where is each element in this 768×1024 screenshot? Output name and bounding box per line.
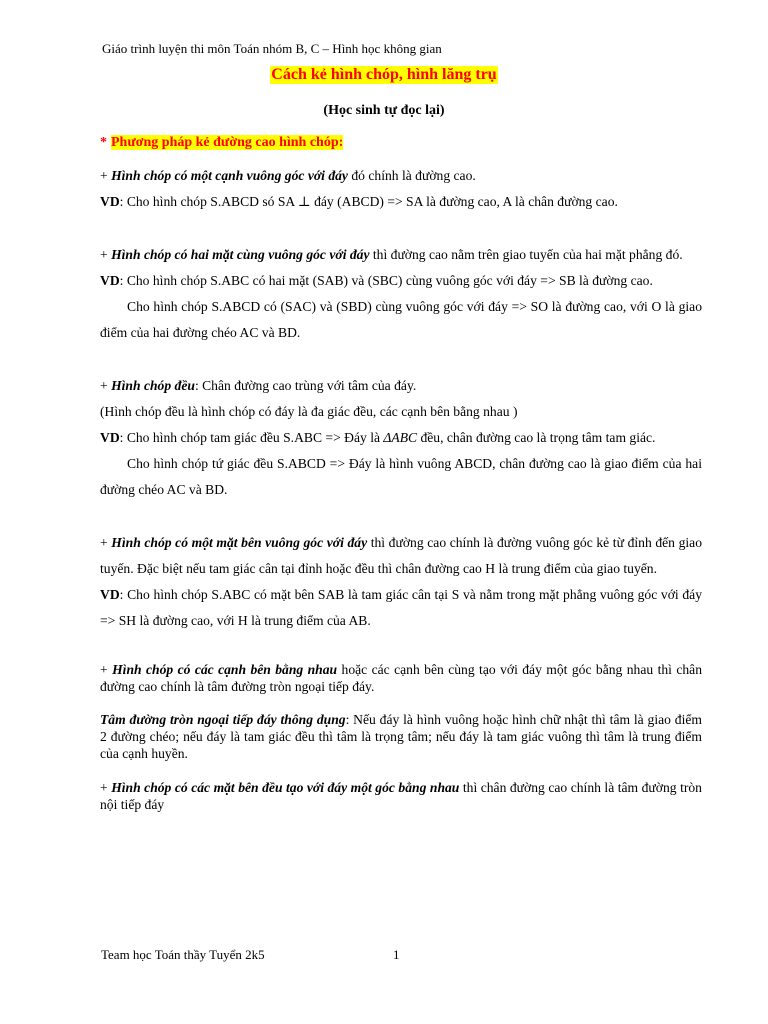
document-body xyxy=(100,163,702,813)
rule-4 xyxy=(100,530,702,582)
spacer xyxy=(100,215,702,242)
triangle-abc-math: ΔABC xyxy=(383,430,418,445)
rule-6 xyxy=(100,711,702,762)
example-3b: Cho hình chóp tứ giác đều S.ABCD => Đáy là hình vuông ABCD, chân đường cao là giao điểm của hai đường chéo AC và BD. xyxy=(100,456,702,497)
document-subtitle: (Học sinh tự đọc lại) xyxy=(323,103,445,118)
rule-5-name: Hình chóp có các cạnh bên bằng nhau xyxy=(112,662,338,677)
spacer xyxy=(100,346,702,373)
page-number: 1 xyxy=(393,947,400,962)
rule-5 xyxy=(100,661,702,695)
page-footer: Team học Toán thầy Tuyển 2k5 xyxy=(101,947,265,962)
document-title: Cách kẻ hình chóp, hình lăng trụ xyxy=(271,66,497,83)
example-3 xyxy=(100,425,702,451)
example-3-text-a: : Cho hình chóp tam giác đều S.ABC => Đáy là xyxy=(119,430,384,445)
example-1-text: : Cho hình chóp S.ABCD só SA ⊥ đáy (ABCD) => SA là đường cao, A là chân đường cao. xyxy=(119,194,618,209)
section-heading-text: Phương pháp kẻ đường cao hình chóp: xyxy=(111,135,344,150)
title-container xyxy=(0,66,768,84)
spacer xyxy=(100,503,702,530)
rule-3-text: : Chân đường cao trùng với tâm của đáy. xyxy=(194,378,417,393)
example-2-text: : Cho hình chóp S.ABC có hai mặt (SAB) và (SBC) cùng vuông góc với đáy => SB là đường cao. xyxy=(119,273,653,288)
rule-3-name: Hình chóp đều xyxy=(111,378,195,393)
rule-7-text: thì chân đường cao chính là tâm đường tròn nội tiếp đáy xyxy=(100,780,702,812)
example-3-text-b: đều, chân đường cao là trọng tâm tam giác. xyxy=(417,430,656,445)
rule-1-name: Hình chóp có một cạnh vuông góc với đáy xyxy=(111,168,348,183)
example-4 xyxy=(100,582,702,634)
rule-1-text: đó chính là đường cao. xyxy=(347,168,476,183)
spacer xyxy=(100,762,702,779)
example-2 xyxy=(100,268,702,294)
rule-7-name: Hình chóp có các mặt bên đều tạo với đáy một góc bằng nhau xyxy=(111,780,460,795)
rule-5-text: hoặc các cạnh bên cùng tạo với đáy một góc bằng nhau thì chân đường cao chính là tâm đường tròn ngoại tiếp đáy. xyxy=(100,662,702,694)
rule-1-lead: + xyxy=(100,168,108,183)
spacer xyxy=(100,634,702,661)
section-heading xyxy=(100,135,343,151)
example-1 xyxy=(100,189,702,215)
spacer xyxy=(100,701,702,711)
rule-2-text: thì đường cao nằm trên giao tuyến của hai mặt phẳng đó. xyxy=(369,247,683,262)
rule-5-lead: + xyxy=(100,662,108,677)
rule-2-name: Hình chóp có hai mặt cùng vuông góc với đáy xyxy=(111,247,370,262)
example-2b: Cho hình chóp S.ABCD có (SAC) và (SBD) cùng vuông góc với đáy => SO là đường cao, với O là giao điểm của hai đường chéo AC và BD. xyxy=(100,299,702,340)
rule-3-note: (Hình chóp đều là hình chóp có đáy là đa giác đều, các cạnh bên bằng nhau ) xyxy=(100,404,518,419)
example-4-text: : Cho hình chóp S.ABC có mặt bên SAB là tam giác cân tại S và nằm trong mặt phẳng vuông góc với đáy => SH là đường cao, với H là trung điểm của AB. xyxy=(100,587,702,628)
rule-1 xyxy=(100,163,702,189)
example-4-label: VD xyxy=(100,587,120,602)
rule-2 xyxy=(100,242,702,268)
section-bullet: * xyxy=(100,135,107,150)
rule-2-lead: + xyxy=(100,247,108,262)
example-3-label: VD xyxy=(100,430,120,445)
rule-4-lead: + xyxy=(100,535,108,550)
rule-4-text: thì đường cao chính là đường vuông góc kẻ từ đỉnh đến giao tuyến. Đặc biệt nếu tam giác cân tại đỉnh hoặc đều thì chân đường cao H là trung điểm của giao tuyến. xyxy=(100,535,702,576)
rule-6-name: Tâm đường tròn ngoại tiếp đáy thông dụng xyxy=(100,712,346,727)
rule-6-text: : Nếu đáy là hình vuông hoặc hình chữ nhật thì tâm là giao điểm 2 đường chéo; nếu đáy là tam giác đều thì tâm là trọng tâm; nếu đáy là tam giác vuông thì tâm là trung điểm của cạnh huyền. xyxy=(100,712,702,761)
example-2-label: VD xyxy=(100,273,120,288)
rule-3 xyxy=(100,373,702,399)
example-1-label: VD xyxy=(100,194,120,209)
page-header: Giáo trình luyện thi môn Toán nhóm B, C – Hình học không gian xyxy=(102,41,442,56)
rule-7-lead: + xyxy=(100,780,108,795)
rule-7 xyxy=(100,779,702,813)
rule-3-lead: + xyxy=(100,378,108,393)
rule-4-name: Hình chóp có một mặt bên vuông góc với đáy xyxy=(111,535,368,550)
